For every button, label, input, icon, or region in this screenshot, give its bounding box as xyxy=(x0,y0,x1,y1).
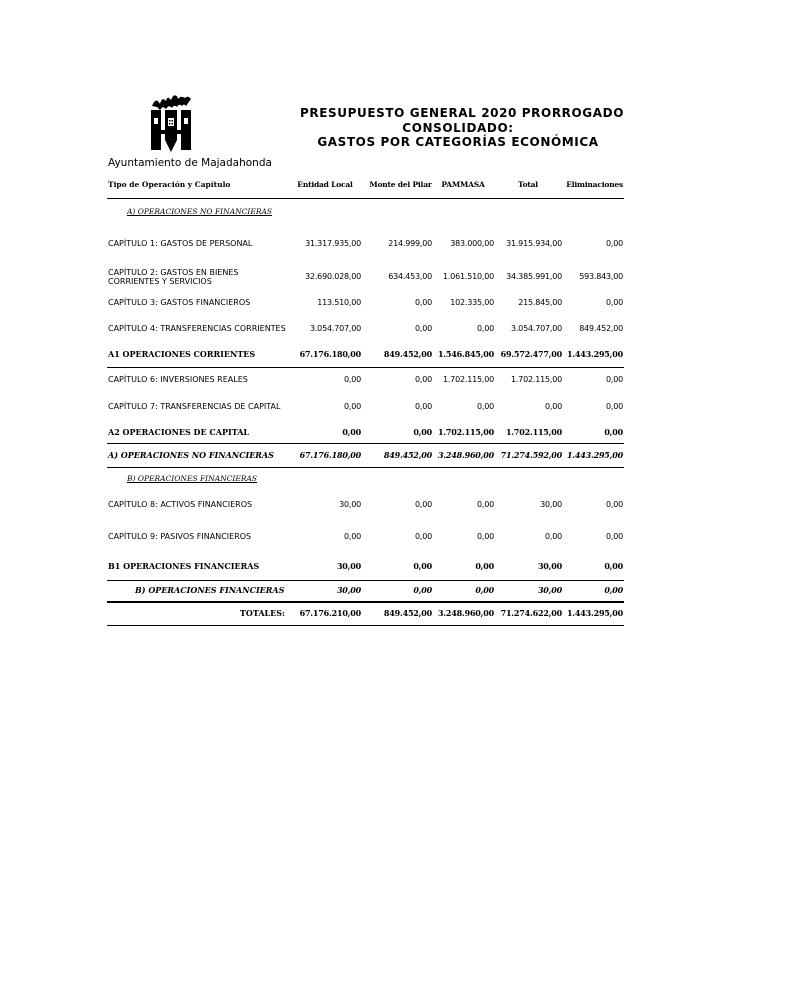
cell-value: 0,00 xyxy=(544,531,562,541)
cell-value: 849.452,00 xyxy=(579,323,623,333)
cell-value: 67.176.210,00 xyxy=(289,602,361,626)
cell-value: 3.054.707,00 xyxy=(510,323,562,333)
column-header-pammasa: PAMMASA xyxy=(432,171,494,199)
organization-name: Ayuntamiento de Majadahonda xyxy=(108,157,272,169)
row-label: TOTALES: xyxy=(107,602,289,626)
cell-value: 0,00 xyxy=(343,531,361,541)
cell-value: 215.845,00 xyxy=(518,298,562,308)
cell-value: 0,00 xyxy=(414,531,432,541)
row-label: CAPÍTULO 9: PASIVOS FINANCIEROS xyxy=(108,531,252,541)
table-row xyxy=(107,291,624,316)
cell-value: 67.176.180,00 xyxy=(289,444,361,468)
table-row xyxy=(107,581,624,602)
cell-value: 0,00 xyxy=(342,426,361,437)
cell-value: 0,00 xyxy=(605,499,623,509)
cell-value: 593.843,00 xyxy=(579,272,623,282)
cell-value: 1.702.115,00 xyxy=(442,375,494,384)
cell-value: 69.572.477,00 xyxy=(494,342,562,368)
cell-value: 71.274.592,00 xyxy=(494,444,562,468)
cell-value: 31.317.935,00 xyxy=(305,239,361,249)
row-label: CAPÍTULO 7: TRANSFERENCIAS DE CAPITAL xyxy=(108,401,281,411)
cell-value: 0,00 xyxy=(414,298,432,308)
cell-value: 0,00 xyxy=(605,401,623,411)
row-label: A) OPERACIONES NO FINANCIERAS xyxy=(127,207,273,216)
cell-value: 1.702.115,00 xyxy=(505,426,562,437)
table-row xyxy=(107,392,624,422)
row-label: A) OPERACIONES NO FINANCIERAS xyxy=(107,444,289,468)
row-label: B1 OPERACIONES FINANCIERAS xyxy=(107,554,289,581)
table-row xyxy=(107,225,624,264)
cell-value: 0,00 xyxy=(476,323,494,333)
cell-value: 1.443.295,00 xyxy=(562,602,624,626)
table-row xyxy=(107,468,624,490)
page-title xyxy=(300,106,624,150)
cell-value: 0,00 xyxy=(476,499,494,509)
cell-value: 0,00 xyxy=(413,426,432,437)
cell-value: 3.248.960,00 xyxy=(432,602,494,626)
cell-value: 0,00 xyxy=(605,375,623,384)
column-header-type: Tipo de Operación y Capítulo xyxy=(107,171,289,199)
cell-value: 0,00 xyxy=(605,531,623,541)
row-label: CAPÍTULO 2: GASTOS EN BIENES CORRIENTES Y SERVICIOS xyxy=(108,267,239,286)
row-label: A1 OPERACIONES CORRIENTES xyxy=(107,342,289,368)
cell-value: 32.690.028,00 xyxy=(305,272,361,282)
cell-value: 0,00 xyxy=(414,375,432,384)
table-header-row xyxy=(107,171,624,199)
table-row xyxy=(107,520,624,554)
cell-value: 0,00 xyxy=(605,239,623,249)
cell-value: 30,00 xyxy=(339,499,361,509)
cell-value: 1.702.115,00 xyxy=(510,375,562,384)
title-line: GASTOS POR CATEGORÍAS ECONÓMICA xyxy=(317,135,599,149)
cell-value: 1.702.115,00 xyxy=(437,426,494,437)
cell-value: 30,00 xyxy=(289,554,361,581)
table-row xyxy=(107,368,624,392)
cell-value: 1.443.295,00 xyxy=(562,444,624,468)
column-header-eliminaciones: Eliminaciones xyxy=(562,171,624,199)
row-label: CAPÍTULO 8: ACTIVOS FINANCIEROS xyxy=(108,499,253,509)
row-label: CAPÍTULO 3: GASTOS FINANCIEROS xyxy=(108,298,251,308)
cell-value: 0,00 xyxy=(361,554,432,581)
column-header-entidad-local: Entidad Local xyxy=(289,171,361,199)
cell-value: 31.915.934,00 xyxy=(506,239,562,249)
row-label: CAPÍTULO 1: GASTOS DE PERSONAL xyxy=(108,239,253,249)
table-row xyxy=(107,602,624,626)
cell-value: 0,00 xyxy=(476,401,494,411)
cell-value: 849.452,00 xyxy=(361,444,432,468)
cell-value: 0,00 xyxy=(605,298,623,308)
cell-value: 30,00 xyxy=(540,499,562,509)
table-row xyxy=(107,444,624,468)
table-row xyxy=(107,199,624,225)
title-line: PRESUPUESTO GENERAL 2020 PRORROGADO xyxy=(300,106,624,120)
cell-value: 0,00 xyxy=(544,401,562,411)
row-label: B) OPERACIONES FINANCIERAS xyxy=(135,585,285,595)
cell-value: 0,00 xyxy=(414,499,432,509)
cell-value: 0,00 xyxy=(476,531,494,541)
table-row xyxy=(107,422,624,444)
row-label: CAPÍTULO 4: TRANSFERENCIAS CORRIENTES xyxy=(108,323,286,333)
cell-value: 113.510,00 xyxy=(317,298,361,308)
cell-value: 0,00 xyxy=(432,554,494,581)
table-row xyxy=(107,316,624,342)
cell-value: 0,00 xyxy=(604,585,623,595)
majadahonda-coat-of-arms-icon xyxy=(148,92,194,154)
cell-value: 1.546.845,00 xyxy=(432,342,494,368)
cell-value: 634.453,00 xyxy=(388,272,432,282)
cell-value: 849.452,00 xyxy=(361,342,432,368)
cell-value: 30,00 xyxy=(494,554,562,581)
cell-value: 0,00 xyxy=(414,323,432,333)
row-label: B) OPERACIONES FINANCIERAS xyxy=(127,474,258,483)
cell-value: 849.452,00 xyxy=(361,602,432,626)
column-header-total: Total xyxy=(494,171,562,199)
cell-value: 0,00 xyxy=(343,375,361,384)
cell-value: 71.274.622,00 xyxy=(494,602,562,626)
cell-value: 30,00 xyxy=(336,585,361,595)
cell-value: 30,00 xyxy=(537,585,562,595)
cell-value: 0,00 xyxy=(414,401,432,411)
budget-table xyxy=(107,171,624,626)
table-row xyxy=(107,490,624,520)
table-row xyxy=(107,342,624,368)
cell-value: 214.999,00 xyxy=(388,239,432,249)
cell-value: 67.176.180,00 xyxy=(289,342,361,368)
cell-value: 0,00 xyxy=(343,401,361,411)
title-line: CONSOLIDADO: xyxy=(402,120,514,135)
cell-value: 1.061.510,00 xyxy=(442,272,494,282)
column-header-monte-del-pilar: Monte del Pilar xyxy=(361,171,432,199)
cell-value: 3.054.707,00 xyxy=(309,323,361,333)
row-label: A2 OPERACIONES DE CAPITAL xyxy=(108,426,250,437)
cell-value: 383.000,00 xyxy=(450,239,494,249)
cell-value: 1.443.295,00 xyxy=(562,342,624,368)
table-row xyxy=(107,554,624,581)
row-label: CAPÍTULO 6: INVERSIONES REALES xyxy=(108,375,248,384)
cell-value: 0,00 xyxy=(475,585,494,595)
cell-value: 102.335,00 xyxy=(450,298,494,308)
cell-value: 0,00 xyxy=(413,585,432,595)
cell-value: 34.385.991,00 xyxy=(506,272,562,282)
cell-value: 0,00 xyxy=(562,554,624,581)
table-row xyxy=(107,264,624,291)
cell-value: 3.248.960,00 xyxy=(432,444,494,468)
cell-value: 0,00 xyxy=(604,426,623,437)
